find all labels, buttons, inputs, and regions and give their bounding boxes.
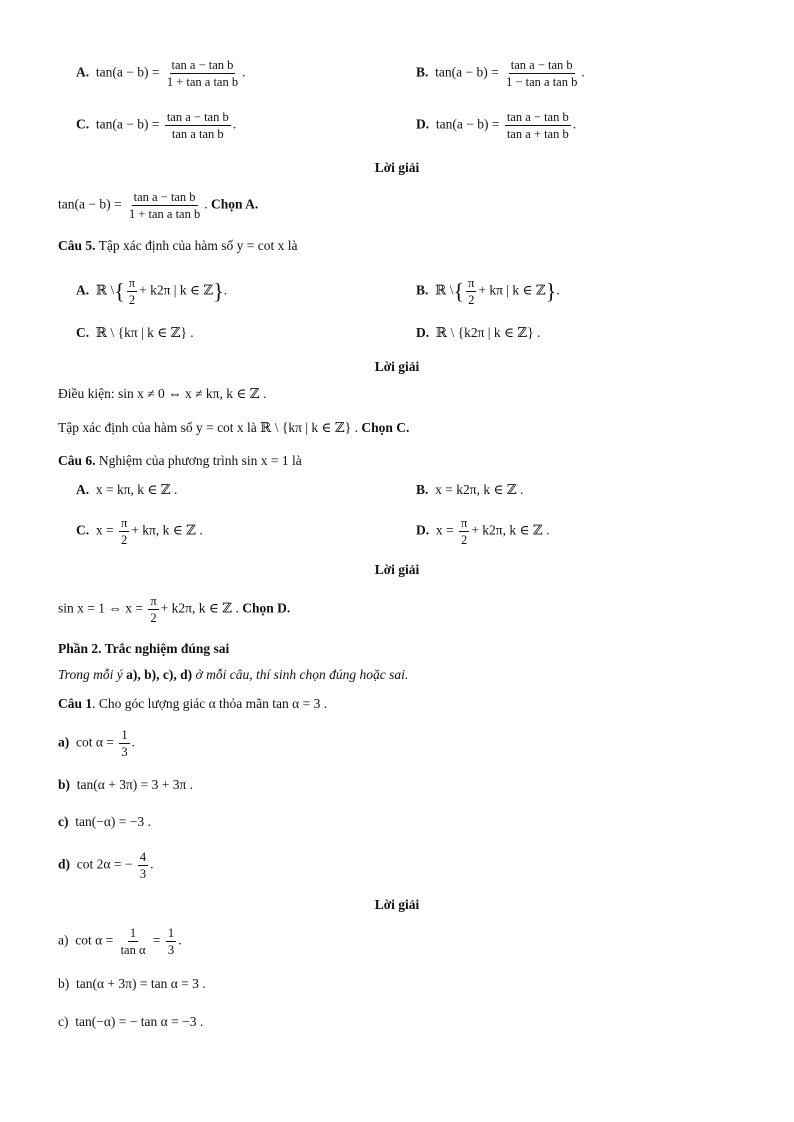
- q4-solution: tan(a − b) = $\frac{\text{tan a − tan b}}{\text{1 + tan a tan b}}$ . Chọn A.: [58, 190, 259, 221]
- q4-option-c: C. tan(a − b) = $\frac{\text{tan a − tan b}}{\text{tan a tan b}}$ .: [76, 110, 237, 141]
- q6-option-b: B. x = k2π, k ∈ ℤ .: [416, 482, 524, 497]
- p2q1-solution-c: c) tan(−α) = − tan α = −3 .: [58, 1014, 204, 1029]
- q5-solution-title: Lời giải: [374, 359, 420, 374]
- part2-title: Phần 2. Trắc nghiệm đúng sai: [58, 641, 230, 656]
- q6-solution: sin x = 1 ⇔ x = $\frac{\pi}{2}$ + k2π, k ∈ ℤ . Chọn D.: [58, 594, 291, 625]
- q5-option-c: C. ℝ \ {kπ | k ∈ ℤ} .: [76, 325, 194, 340]
- q5-option-b: B. ℝ \{ $\frac{\pi}{2}$ + kπ | k ∈ ℤ}.: [416, 276, 560, 307]
- p2q1-question: Câu 1. Cho góc lượng giác α thỏa mãn tan α = 3 .: [58, 696, 328, 711]
- q4-option-b: B. tan(a − b) = $\frac{\text{tan a − tan b}}{\text{1 − tan a tan b}}$ .: [416, 58, 585, 89]
- q4-option-d: D. tan(a − b) = $\frac{\text{tan a − tan b}}{\text{tan a + tan b}}$ .: [416, 110, 577, 141]
- q6-option-c: C. x = $\frac{\pi}{2}$ + kπ, k ∈ ℤ .: [76, 516, 203, 547]
- q6-solution-title: Lời giải: [374, 562, 420, 577]
- p2q1-item-d: d) cot 2α = − $\frac{4}{3}$ .: [58, 850, 154, 881]
- p2q1-item-c: c) tan(−α) = −3 .: [58, 814, 151, 829]
- q5-solution-line2: Tập xác định của hàm số y = cot x là ℝ \ {kπ | k ∈ ℤ} . Chọn C.: [58, 420, 410, 435]
- part2-instructions: Trong mỗi ý a), b), c), d) ở mỗi câu, thí sinh chọn đúng hoặc sai.: [58, 667, 409, 682]
- q5-solution-line1: Điều kiện: sin x ≠ 0 ⇔ x ≠ kπ, k ∈ ℤ .: [58, 386, 267, 401]
- p2q1-solution-a: a) cot α = $\frac{1}{\text{tan α}}$ = $\frac{1}{3}$ .: [58, 926, 182, 957]
- q6-question: Câu 6. Nghiệm của phương trình sin x = 1 là: [58, 453, 302, 468]
- q6-option-a: A. x = kπ, k ∈ ℤ .: [76, 482, 178, 497]
- p2q1-solution-b: b) tan(α + 3π) = tan α = 3 .: [58, 976, 206, 991]
- p2q1-item-a: a) cot α = $\frac{1}{3}$ .: [58, 728, 135, 759]
- p2q1-solution-title: Lời giải: [374, 897, 420, 912]
- q5-option-a: A. ℝ \{ $\frac{\pi}{2}$ + k2π | k ∈ ℤ}.: [76, 276, 228, 307]
- q5-option-d: D. ℝ \ {k2π | k ∈ ℤ} .: [416, 325, 541, 340]
- q5-question: Câu 5. Tập xác định của hàm số y = cot x là: [58, 238, 298, 253]
- q6-option-d: D. x = $\frac{\pi}{2}$ + k2π, k ∈ ℤ .: [416, 516, 550, 547]
- q4-option-a: A. tan(a − b) = $\frac{\text{tan a − tan b}}{\text{1 + tan a tan b}}$ .: [76, 58, 246, 89]
- p2q1-item-b: b) tan(α + 3π) = 3 + 3π .: [58, 777, 194, 792]
- q4-solution-title: Lời giải: [374, 160, 420, 175]
